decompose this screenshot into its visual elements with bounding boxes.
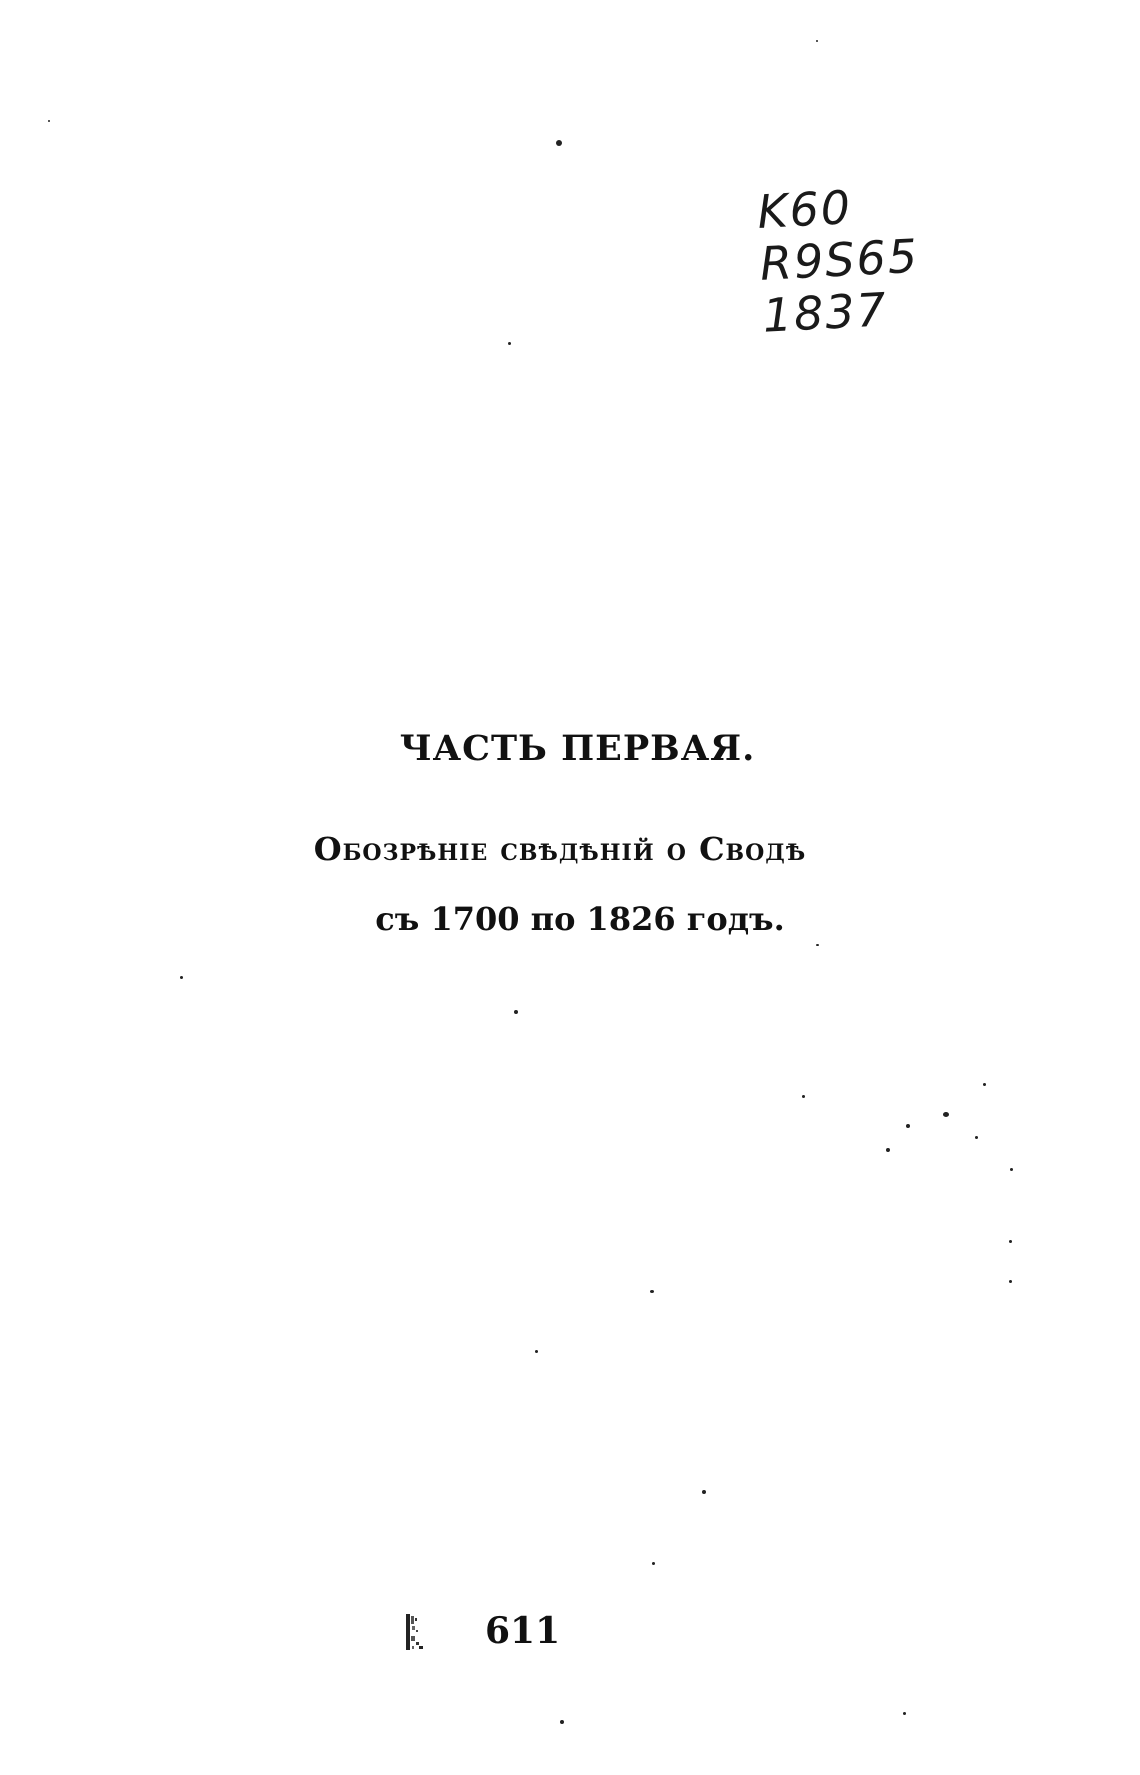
dust-speck <box>802 1095 805 1098</box>
dust-speck <box>975 1136 978 1139</box>
dust-speck <box>816 944 819 946</box>
dust-speck <box>560 1720 564 1724</box>
dust-speck <box>702 1490 706 1494</box>
dust-speck <box>535 1350 538 1353</box>
dust-speck <box>652 1562 655 1565</box>
dust-speck <box>1009 1240 1012 1243</box>
dust-speck <box>886 1148 890 1152</box>
handwritten-call-number <box>756 176 964 342</box>
call-number-line-1: K60 <box>755 180 854 239</box>
dust-speck <box>816 40 818 42</box>
dust-speck <box>903 1712 906 1715</box>
dust-speck <box>48 120 50 122</box>
dust-speck <box>514 1010 518 1014</box>
subtitle-line-1: Обозрѣніе свѣдѣній о Сводѣ <box>313 830 807 868</box>
call-number-line-2: R9S65 <box>758 228 921 291</box>
part-title: ЧАСТЬ ПЕРВАЯ. <box>399 728 756 769</box>
dust-speck <box>650 1290 654 1293</box>
dust-speck <box>906 1124 910 1128</box>
dust-speck <box>508 342 511 345</box>
call-number-line-3: 1837 <box>761 282 890 343</box>
dust-speck <box>943 1112 949 1117</box>
dust-speck <box>180 976 183 979</box>
page-number: 611 <box>485 1610 561 1652</box>
dust-speck <box>556 140 562 146</box>
subtitle-line-2: съ 1700 по 1826 годъ. <box>375 900 785 938</box>
dust-speck <box>1009 1280 1012 1283</box>
dust-speck <box>983 1083 986 1086</box>
dust-speck <box>1010 1168 1013 1171</box>
ink-blot-mark <box>404 1612 426 1652</box>
